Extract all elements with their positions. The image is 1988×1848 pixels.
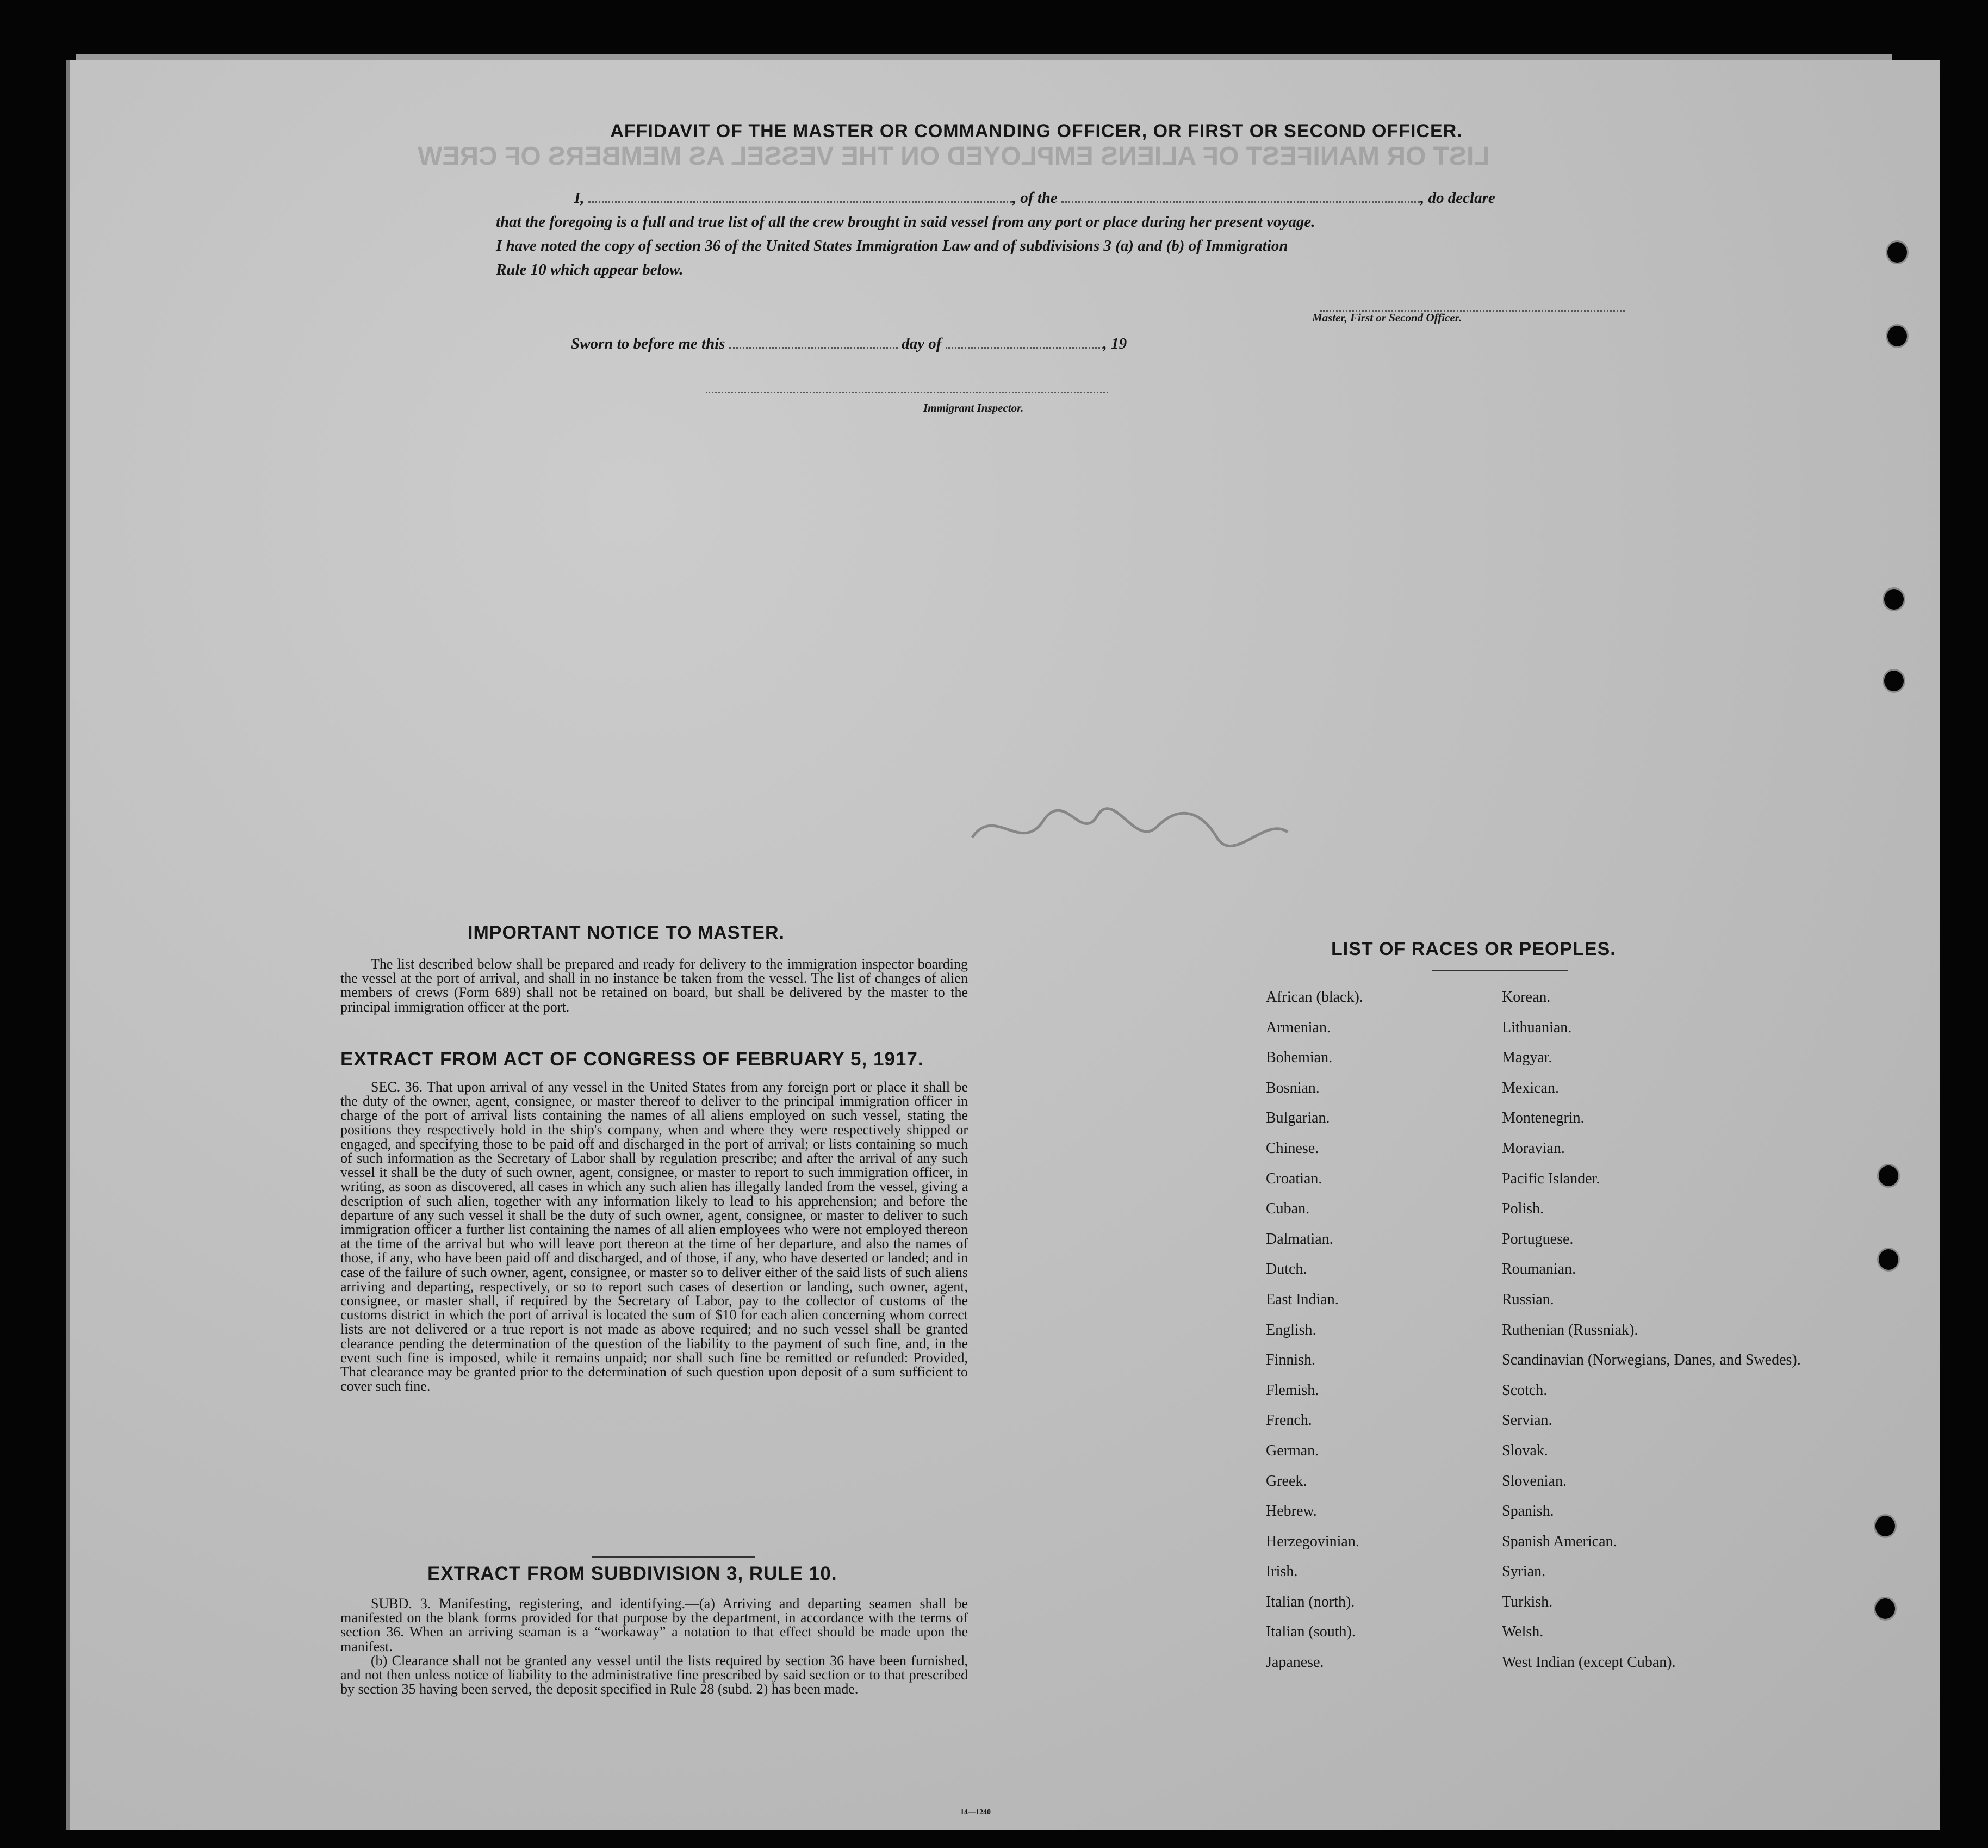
race-item: Scotch. bbox=[1502, 1381, 1548, 1399]
race-item: Chinese. bbox=[1266, 1139, 1319, 1157]
sworn-text: Sworn to before me this bbox=[571, 335, 725, 352]
race-item: Croatian. bbox=[1266, 1170, 1322, 1187]
race-item: Moravian. bbox=[1502, 1139, 1565, 1157]
affidavit-declare: , do declare bbox=[1420, 189, 1495, 207]
act-title: EXTRACT FROM ACT OF CONGRESS OF FEBRUARY 5, 1917. bbox=[340, 1049, 924, 1070]
race-item: Turkish. bbox=[1502, 1593, 1553, 1610]
punch-hole bbox=[1877, 1164, 1900, 1188]
inspector-signature-line bbox=[706, 381, 1108, 393]
day-of-text: day of bbox=[902, 335, 942, 352]
races-left-column bbox=[1266, 982, 1363, 1678]
race-item: Greek. bbox=[1266, 1472, 1307, 1490]
race-item: Pacific Islander. bbox=[1502, 1170, 1600, 1187]
race-item: German. bbox=[1266, 1442, 1319, 1459]
race-item: Ruthenian (Russniak). bbox=[1502, 1321, 1638, 1338]
race-item: Japanese. bbox=[1266, 1654, 1324, 1671]
name-blank bbox=[588, 190, 1012, 203]
race-item: Italian (north). bbox=[1266, 1593, 1355, 1610]
race-item: Spanish American. bbox=[1502, 1533, 1617, 1550]
notice-body bbox=[340, 957, 968, 1014]
rule10-title: EXTRACT FROM SUBDIVISION 3, RULE 10. bbox=[427, 1563, 837, 1584]
year-text: , 19 bbox=[1103, 335, 1127, 352]
notice-title: IMPORTANT NOTICE TO MASTER. bbox=[468, 922, 785, 943]
act-body bbox=[340, 1080, 968, 1393]
race-item: Syrian. bbox=[1502, 1563, 1546, 1580]
race-item: Servian. bbox=[1502, 1412, 1552, 1429]
race-item: Mexican. bbox=[1502, 1079, 1559, 1096]
punch-hole bbox=[1877, 1248, 1900, 1272]
race-item: Flemish. bbox=[1266, 1381, 1319, 1399]
punch-hole bbox=[1883, 669, 1905, 693]
rule10-paragraph-a: SUBD. 3. Manifesting, registering, and identifying.—(a) Arriving and departing seamen shall be manifested on the blank forms provided for that purpose by the department, in accordance with the terms of section 36. When an arriving seaman is a “workaway” a notation to that effect should be made upon the manifest. bbox=[340, 1596, 968, 1654]
race-item: Finnish. bbox=[1266, 1351, 1316, 1369]
race-item: English. bbox=[1266, 1321, 1316, 1338]
race-item: Bosnian. bbox=[1266, 1079, 1320, 1096]
race-item: Scandinavian (Norwegians, Danes, and Swedes). bbox=[1502, 1351, 1801, 1369]
race-item: Welsh. bbox=[1502, 1623, 1544, 1641]
punch-hole bbox=[1886, 324, 1909, 348]
affidavit-i: I, bbox=[574, 189, 585, 207]
race-item: Hebrew. bbox=[1266, 1503, 1317, 1520]
vessel-blank bbox=[1061, 190, 1420, 203]
affidavit-line-2: that the foregoing is a full and true list of all the crew brought in said vessel from any port or place during her present voyage. bbox=[496, 213, 1315, 231]
races-divider bbox=[1432, 970, 1568, 971]
race-item: Irish. bbox=[1266, 1563, 1298, 1580]
master-signature-line bbox=[1320, 299, 1625, 312]
inspector-label: Immigrant Inspector. bbox=[923, 401, 1024, 414]
race-item: East Indian. bbox=[1266, 1291, 1339, 1308]
affidavit-line-1 bbox=[574, 189, 1495, 207]
rule10-body bbox=[340, 1597, 968, 1696]
document-page bbox=[66, 60, 1940, 1830]
races-title: LIST OF RACES OR PEOPLES. bbox=[1331, 939, 1616, 959]
races-right-column bbox=[1502, 982, 1801, 1678]
race-item: Magyar. bbox=[1502, 1049, 1552, 1066]
race-item: African (black). bbox=[1266, 989, 1363, 1006]
bleed-through-heading: LIST OR MANIFEST OF ALIENS EMPLOYED ON THE VESSEL AS MEMBERS OF CREW bbox=[418, 142, 1490, 171]
master-label: Master, First or Second Officer. bbox=[1312, 311, 1462, 324]
punch-hole bbox=[1886, 240, 1909, 264]
act-paragraph: SEC. 36. That upon arrival of any vessel in the United States from any foreign port or place it shall be the duty of the owner, agent, consignee, or master thereof to deliver to the principal immigration officer in charge of the port of arrival lists containing the names of all aliens employed on such vessel, stating the positions they respectively hold in the ship's company, when and where they were respectively shipped or engaged, and specifying those to be paid off and discharged in the port of arrival; or lists containing so much of such information as the Secretary of Labor shall by regulation prescribe; and after the arrival of any such vessel it shall be the duty of such owner, agent, consignee, or master to report to such immigration officer, in writing, as soon as discovered, all cases in which any such alien has illegally landed from the vessel, giving a description of such alien, together with any information likely to lead to his apprehension; and before the departure of any such vessel it shall be the duty of such owner, agent, consignee, or master to deliver to such immigration officer a further list containing the names of all alien employees who were not employed thereon at the time of the arrival but who will leave port thereon at the time of her departure, and also the names of those, if any, who have been paid off and discharged, and of those, if any, who have deserted or landed; and in case of the failure of such owner, agent, consignee, or master so to deliver either of the said lists of such aliens arriving and departing, respectively, or so to report such cases of desertion or landing, such owner, agent, consignee, or master shall, if required by the Secretary of Labor, pay to the collector of customs of the customs district in which the port of arrival is located the sum of $10 for each alien concerning whom correct lists are not delivered or a true report is not made as above required; and no such vessel shall be granted clearance pending the determination of the question of the liability to the payment of such fine, and, in the event such fine is imposed, while it remains unpaid; nor shall such fine be remitted or refunded: Provided, That clearance may be granted prior to the determination of such question upon deposit of a sum sufficient to cover such fine. bbox=[340, 1079, 968, 1394]
affidavit-line-3: I have noted the copy of section 36 of the United States Immigration Law and of subdivisions 3 (a) and (b) of Immigration bbox=[496, 237, 1288, 255]
race-item: Montenegrin. bbox=[1502, 1109, 1585, 1127]
race-item: Lithuanian. bbox=[1502, 1019, 1572, 1036]
race-item: Dalmatian. bbox=[1266, 1230, 1333, 1248]
race-item: Cuban. bbox=[1266, 1200, 1310, 1218]
race-item: French. bbox=[1266, 1412, 1312, 1429]
race-item: Korean. bbox=[1502, 989, 1551, 1006]
form-number: 14—1240 bbox=[960, 1808, 991, 1816]
race-item: Spanish. bbox=[1502, 1503, 1554, 1520]
punch-hole bbox=[1874, 1597, 1897, 1621]
race-item: Bulgarian. bbox=[1266, 1109, 1330, 1127]
race-item: Dutch. bbox=[1266, 1261, 1307, 1278]
race-item: Herzegovinian. bbox=[1266, 1533, 1359, 1550]
sworn-month-blank bbox=[946, 336, 1103, 349]
sworn-line bbox=[571, 335, 1127, 353]
punch-hole bbox=[1874, 1514, 1897, 1538]
sworn-day-blank bbox=[729, 336, 898, 349]
handwritten-signature-mark bbox=[961, 794, 1299, 859]
race-item: Slovenian. bbox=[1502, 1472, 1567, 1490]
race-item: Italian (south). bbox=[1266, 1623, 1356, 1641]
affidavit-title: AFFIDAVIT OF THE MASTER OR COMMANDING OFFICER, OR FIRST OR SECOND OFFICER. bbox=[610, 121, 1463, 141]
race-item: West Indian (except Cuban). bbox=[1502, 1654, 1676, 1671]
race-item: Bohemian. bbox=[1266, 1049, 1333, 1066]
race-item: Portuguese. bbox=[1502, 1230, 1574, 1248]
race-item: Armenian. bbox=[1266, 1019, 1331, 1036]
race-item: Slovak. bbox=[1502, 1442, 1548, 1459]
punch-hole bbox=[1883, 587, 1905, 611]
rule10-paragraph-b: (b) Clearance shall not be granted any vessel until the lists required by section 36 have been furnished, and not then unless notice of liability to the administrative fine prescribed by said section or to that prescribed by section 35 having been served, the deposit specified in Rule 28 (subd. 2) has been made. bbox=[340, 1652, 968, 1697]
race-item: Russian. bbox=[1502, 1291, 1554, 1308]
race-item: Roumanian. bbox=[1502, 1261, 1576, 1278]
affidavit-of-the: , of the bbox=[1012, 189, 1058, 207]
affidavit-line-4: Rule 10 which appear below. bbox=[496, 261, 684, 278]
race-item: Polish. bbox=[1502, 1200, 1544, 1218]
act-divider bbox=[592, 1556, 755, 1558]
notice-paragraph: The list described below shall be prepared and ready for delivery to the immigration inspector boarding the vessel at the port of arrival, and shall in no instance be taken from the vessel. The list of changes of alien members of crews (Form 689) shall not be retained on board, but shall be delivered by the master to the principal immigration officer at the port. bbox=[340, 956, 968, 1015]
